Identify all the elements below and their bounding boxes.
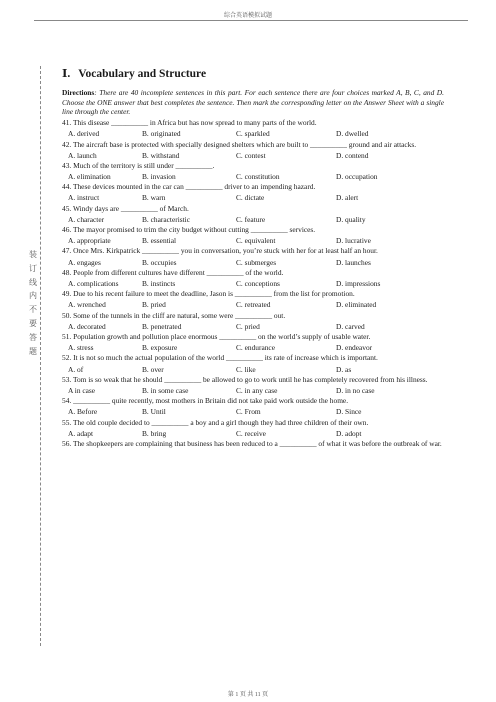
option-d[interactable]: D. carved <box>336 321 365 331</box>
question-item <box>62 161 444 182</box>
option-a[interactable]: A. decorated <box>68 321 106 331</box>
answer-options <box>62 150 444 161</box>
option-a[interactable]: A. engages <box>68 257 101 267</box>
option-d[interactable]: D. lucrative <box>336 236 371 246</box>
question-stem: 48. People from different cultures have different __________ of the world. <box>62 267 284 277</box>
directions-paragraph <box>62 88 444 117</box>
binding-notice <box>28 248 38 358</box>
question-stem: 51. Population growth and pollution place enormous __________ on the world’s supply of usable water. <box>62 332 371 342</box>
question-stem: 46. The mayor promised to trim the city budget without cutting __________ services. <box>62 225 316 235</box>
option-a[interactable]: A. launch <box>68 150 97 160</box>
option-a[interactable]: A. Before <box>68 407 98 417</box>
option-c[interactable]: C. constitution <box>236 172 280 182</box>
question-item <box>62 311 444 332</box>
option-b[interactable]: B. exposure <box>142 343 178 353</box>
answer-options <box>62 321 444 332</box>
question-stem: 42. The aircraft base is protected with specially designed shelters which are built to __________ ground and air attacks. <box>62 139 417 149</box>
answer-options <box>62 171 444 182</box>
option-c[interactable]: C. equivalent <box>236 236 276 246</box>
option-c[interactable]: C. From <box>236 407 261 417</box>
option-d[interactable]: D. contend <box>336 150 369 160</box>
option-d[interactable]: D. eliminated <box>336 300 377 310</box>
question-stem: 55. The old couple decided to __________ a boy and a girl though they had three children of their own. <box>62 417 369 427</box>
option-a[interactable]: A in case <box>68 386 96 395</box>
answer-options <box>62 257 444 268</box>
option-b[interactable]: B. Until <box>142 407 166 417</box>
option-d[interactable]: D. occupation <box>336 172 378 182</box>
option-d[interactable]: D. alert <box>336 193 359 203</box>
directions-label: Directions <box>62 88 95 97</box>
question-item <box>62 246 444 267</box>
option-a[interactable]: A. stress <box>68 343 94 353</box>
option-c[interactable]: C. retreated <box>236 300 271 310</box>
answer-options <box>62 235 444 246</box>
option-a[interactable]: A. derived <box>68 129 100 139</box>
option-c[interactable]: C. like <box>236 364 256 374</box>
option-d[interactable]: D. impressions <box>336 279 381 289</box>
question-item <box>62 439 444 449</box>
option-a[interactable]: A. wrenched <box>68 300 106 310</box>
option-c[interactable]: C. endurance <box>236 343 275 353</box>
option-d[interactable]: D. Since <box>336 407 362 417</box>
option-c[interactable]: C. dictate <box>236 193 265 203</box>
answer-options <box>62 342 444 353</box>
binding-char: 不 <box>29 305 37 315</box>
option-d[interactable]: D. quality <box>336 214 366 224</box>
answer-options <box>62 428 444 439</box>
question-item <box>62 118 444 139</box>
binding-char: 订 <box>29 263 37 273</box>
option-b[interactable]: B. essential <box>142 236 177 246</box>
question-stem: 53. Tom is so weak that he should __________ be allowed to go to work until he has completely recovered from his illness. <box>62 374 428 384</box>
question-item <box>62 140 444 161</box>
option-d[interactable]: D. dwelled <box>336 129 369 139</box>
answer-options <box>62 385 444 396</box>
option-a[interactable]: A. character <box>68 214 105 224</box>
question-stem: 47. Once Mrs. Kirkpatrick __________ you in conversation, you’re stuck with her for at least half an hour. <box>62 246 378 256</box>
directions-text: : There are 40 incomplete sentences in this part. For each sentence there are four choices marked A, B, C, and D. Choose the ONE answer that best completes the sentence. Then mark the corresponding letter on the Answer Sheet with a single line through the center. <box>62 88 444 117</box>
section-title: Vocabulary and Structure <box>78 68 207 80</box>
page-header: 综合英语模拟试题 <box>223 13 272 19</box>
exam-content <box>62 66 444 449</box>
binding-char: 题 <box>29 346 37 356</box>
option-b[interactable]: B. characteristic <box>142 214 191 224</box>
question-item <box>62 182 444 203</box>
option-d[interactable]: D. in no case <box>336 386 375 395</box>
option-a[interactable]: A. elimination <box>68 172 111 182</box>
question-stem: 44. These devices mounted in the car can __________ driver to an impending hazard. <box>62 182 316 192</box>
question-stem: 41. This disease __________ in Africa but has now spread to many parts of the world. <box>62 118 317 128</box>
question-item <box>62 268 444 289</box>
question-stem: 52. It is not so much the actual population of the world __________ its rate of increase which is important. <box>62 353 378 363</box>
question-item <box>62 204 444 225</box>
answer-options <box>62 364 444 375</box>
option-b[interactable]: B. over <box>142 364 164 374</box>
binding-char: 装 <box>29 250 37 259</box>
option-a[interactable]: A. instruct <box>68 193 100 203</box>
option-b[interactable]: B. warn <box>142 193 166 203</box>
option-b[interactable]: B. invasion <box>142 172 176 182</box>
question-item <box>62 332 444 353</box>
question-item <box>62 225 444 246</box>
binding-char: 答 <box>29 332 37 342</box>
option-d[interactable]: D. launches <box>336 257 371 267</box>
answer-options <box>62 214 444 225</box>
option-d[interactable]: D. adopt <box>336 428 362 438</box>
option-c[interactable]: C. pried <box>236 321 260 331</box>
question-stem: 56. The shopkeepers are complaining that business has been reduced to a __________ of what it was before the outbreak of war. <box>62 438 442 448</box>
option-b[interactable]: B. occupies <box>142 257 177 267</box>
option-a[interactable]: A. of <box>68 364 84 374</box>
binding-char: 内 <box>29 291 37 301</box>
question-item <box>62 289 444 310</box>
section-heading <box>62 66 444 82</box>
answer-options <box>62 299 444 310</box>
question-item <box>62 418 444 439</box>
option-c[interactable]: C. sparkled <box>236 129 270 139</box>
page-footer: 第 1 页 共 11 页 <box>227 692 269 698</box>
option-c[interactable]: C. in any case <box>236 386 278 395</box>
option-b[interactable]: B. withstand <box>142 150 180 160</box>
option-b[interactable]: B. penetrated <box>142 321 182 331</box>
question-item <box>62 375 444 396</box>
option-b[interactable]: B. originated <box>142 129 181 139</box>
option-d[interactable]: D. endeavor <box>336 343 373 353</box>
question-item <box>62 353 444 374</box>
option-b[interactable]: B. bring <box>142 428 167 438</box>
question-item <box>62 396 444 417</box>
answer-options <box>62 192 444 203</box>
option-a[interactable]: A. adapt <box>68 428 94 438</box>
option-c[interactable]: C. conceptions <box>236 279 280 289</box>
header-divider <box>34 20 468 21</box>
question-stem: 49. Due to his recent failure to meet the deadline, Jason is __________ from the list for promotion. <box>62 289 355 299</box>
question-stem: 54. __________ quite recently, most mothers in Britain did not take paid work outside the home. <box>62 396 349 406</box>
answer-options <box>62 406 444 417</box>
binding-char: 要 <box>29 318 37 328</box>
question-stem: 45. Windy days are __________ of March. <box>62 203 189 213</box>
option-b[interactable]: B. pried <box>142 300 166 310</box>
option-c[interactable]: C. receive <box>236 428 266 438</box>
binding-char: 线 <box>29 277 37 287</box>
question-list <box>62 118 444 449</box>
answer-options <box>62 278 444 289</box>
option-d[interactable]: D. as <box>336 364 352 374</box>
option-b[interactable]: B. in some case <box>142 386 189 395</box>
option-c[interactable]: C. contest <box>236 150 266 160</box>
option-a[interactable]: A. complications <box>68 279 119 289</box>
option-c[interactable]: C. feature <box>236 214 266 224</box>
answer-options <box>62 128 444 139</box>
option-c[interactable]: C. submerges <box>236 257 277 267</box>
question-stem: 50. Some of the tunnels in the cliff are natural, some were __________ out. <box>62 310 286 320</box>
binding-line <box>40 66 41 646</box>
option-b[interactable]: B. instincts <box>142 279 176 289</box>
question-stem: 43. Much of the territory is still under __________. <box>62 160 215 170</box>
option-a[interactable]: A. appropriate <box>68 236 111 246</box>
section-number: Ⅰ. <box>62 68 71 80</box>
